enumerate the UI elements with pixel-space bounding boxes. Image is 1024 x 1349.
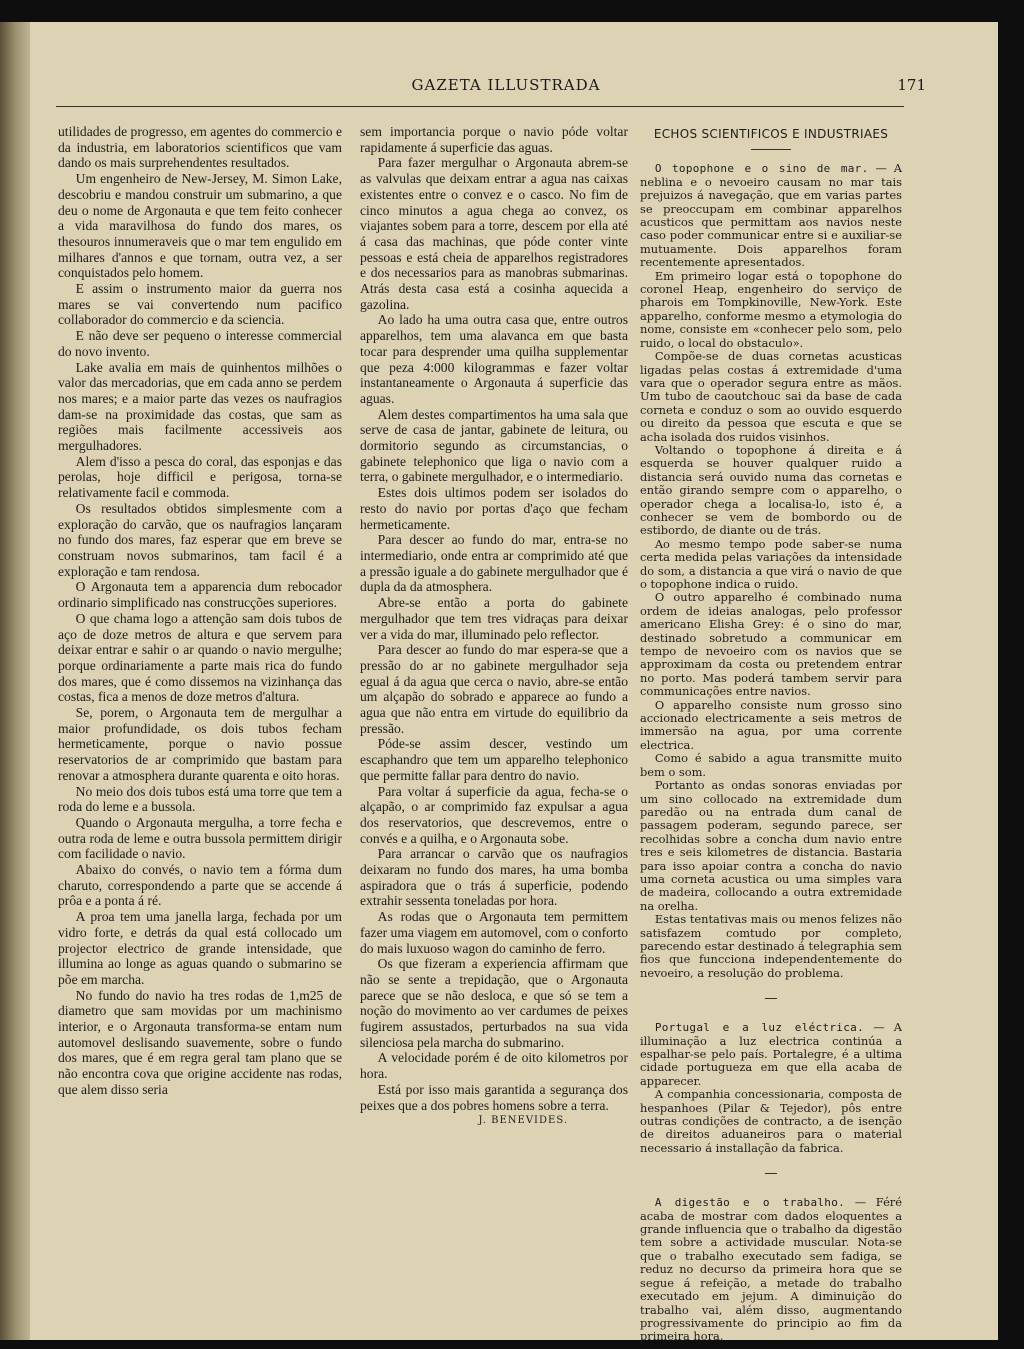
paragraph: Abre-se então a porta do gabinete mergulhador que tem tres vidraças para deixar ver a vida do mar, illuminado pelo reflector. <box>360 595 628 642</box>
paragraph: Para descer ao fundo do mar espera-se que a pressão do ar no gabinete mergulhador seja egual á da agua que cerca o navio, abre-se então um alçapão do sobrado e apparece ao fundo a agua que não entra em virtude do equilibrio da pressão. <box>360 642 628 736</box>
article-luz-electrica <box>640 1021 902 1088</box>
paragraph: As rodas que o Argonauta tem permittem fazer uma viagem em automovel, com o conforto do mais luxuoso wagon do caminho de ferro. <box>360 909 628 956</box>
paragraph: Lake avalia em mais de quinhentos milhões o valor das mercadorias, que em cada anno se perdem nos mares; e a maior parte das vezes os naufragios dam-se na proximidade das costas, que sam as regiões mais facilmente accessiveis aos mergulhadores. <box>58 359 342 454</box>
paragraph: A velocidade porém é de oito kilometros por hora. <box>360 1050 628 1082</box>
paragraph: Os resultados obtidos simplesmente com a exploração do carvão, que os naufragios lançaram no fundo dos mares, faz esperar que em breve se construam novos submarinos, tam facil é a exploração e tam rendosa. <box>58 500 342 579</box>
paragraph: Os que fizeram a experiencia affirmam que não se sente a trepidação, que o Argonauta parece que se não desloca, e que só se tem a noção do movimento ao ver cardumes de peixes fugirem assustados, perturbados na sua vida silenciosa pela marcha do submarino. <box>360 956 628 1050</box>
article-heading: O topophone e o sino de mar. <box>654 162 869 176</box>
paragraph: Quando o Argonauta mergulha, a torre fecha e outra roda de leme e outra bussola permittem dirigir com facilidade o navio. <box>58 814 342 862</box>
paragraph: Em primeiro logar está o topophone do coronel Heap, engenheiro do serviço de pharois em Tompkinoville, New-York. Este apparelho, conforme mesmo a etymologia do nome, consiste em «conhecer pelo som, pelo ruido, o local do obstaculo». <box>640 268 902 350</box>
paragraph: O que chama logo a attenção sam dois tubos de aço de doze metros de altura e que servem para deixar entrar e sahir o ar quando o navio mergulhe; porque ordinariamente a parte mais rica do fundo dos mares, que é como dissemos na vizinhança das costas, fica a menos de doze metros d'altura. <box>58 610 342 705</box>
article-text: — A illuminação a luz electrica continúa a espalhar-se pelo país. Portalegre, é a ultima cidade portugueza em que ella acaba de apparecer. <box>640 1020 902 1088</box>
paragraph: O Argonauta tem a apparencia dum rebocador ordinario simplificado nas construcções superiores. <box>58 579 342 611</box>
paragraph: Como é sabido a agua transmitte muito bem o som. <box>640 751 902 779</box>
paragraph: Compõe-se de duas cornetas acusticas ligadas pelas costas á extremidade d'uma vara que o operador segura entre as mãos. Um tubo de caoutchouc sai da base de cada corneta e conduz o som ao ouvido esquerdo ou direito da pessoa que escuta e que se acha isolada dos ruidos visinhos. <box>640 349 902 444</box>
article-heading: A digestão e o trabalho. <box>654 1196 846 1210</box>
paragraph: O outro apparelho é combinado numa ordem de ideias analogas, pelo professor americano Elisha Grey: é o sino do mar, destinado sobretudo a communicar em tempo de nevoeiro com os navios que se approximam da costa ou pretendem entrar no porto. Mas poderá tambem servir para communicações entre navios. <box>640 590 902 699</box>
paragraph: A companhia concessionaria, composta de hespanhoes (Pilar & Tejedor), pôs entre outras condições de contracto, a de isenção de direitos aduaneiros para o material necessario á installação da fabrica. <box>640 1087 902 1155</box>
paragraph: Estes dois ultimos podem ser isolados do resto do navio por portas d'aço que fecham hermeticamente. <box>360 485 628 532</box>
article-digestao <box>640 1196 902 1343</box>
paragraph: Portanto as ondas sonoras enviadas por um sino collocado na extremidade dum paredão ou na entrada dum canal de passagem poderam, segundo parece, ser recolhidas sobre a concha dum navio entre tres e seis kilometres de distancia. Bastaria para isso apoiar contra a concha do navio uma corneta acustica ou uma simples vara de madeira, collocando a outra extremidade na orelha. <box>640 778 902 913</box>
paragraph: Para fazer mergulhar o Argonauta abrem-se as valvulas que deixam entrar a agua nas caixas existentes entre o convez e o casco. No fim de cinco minutos a agua chega ao convez, os viajantes sobem para a torre, descem por ella até á casa das machinas, que póde conter vinte pessoas e está cheia de apparelhos registradores e dos necessarios para as manobras submarinas. Atrás desta casa está a cosinha aquecida a gazolina. <box>360 155 628 312</box>
paragraph: Ao lado ha uma outra casa que, entre outros apparelhos, tem uma alavanca em que basta tocar para desprender uma quilha supplementar que peza 4:000 kilogrammas e fazer voltar instantaneamente o Argonauta á superficie das aguas. <box>360 312 628 406</box>
paragraph: A proa tem uma janella larga, fechada por um vidro forte, e detrás da qual está collocado um projector electrico de grande intensidade, que illumina ao longe as aguas quando o submarino se põe em marcha. <box>58 909 342 987</box>
article-divider <box>765 1173 777 1174</box>
paragraph: Ao mesmo tempo pode saber-se numa certa medida pelas variações da intensidade do som, a distancia a que virá o navio de que o topophone indica o ruido. <box>640 536 902 591</box>
section-divider <box>751 149 791 150</box>
paragraph: Abaixo do convés, o navio tem a fórma dum charuto, correspondendo a parte que se accende á prôa e a ponta á ré. <box>58 862 342 909</box>
paragraph: utilidades de progresso, em agentes do commercio e da industria, em laboratorios scientificos que vam dando os mais surprehendentes resultados. <box>58 124 342 171</box>
page-gutter <box>0 22 34 1340</box>
column-3 <box>640 124 902 1344</box>
page-edge <box>998 22 1024 1340</box>
column-1 <box>58 124 342 1234</box>
paragraph: Está por isso mais garantida a segurança dos peixes que a dos pobres homens sobre a terra. <box>360 1081 628 1113</box>
paragraph: No meio dos dois tubos está uma torre que tem a roda do leme e a bussola. <box>58 783 342 815</box>
paragraph: Alem d'isso a pesca do coral, das esponjas e das perolas, hoje difficil e perigosa, torna-se relativamente facil e commoda. <box>58 453 342 501</box>
paragraph: Estas tentativas mais ou menos felizes não satisfazem comtudo por completo, parecendo estar destinado á telegraphia sem fios que funcciona independentemente do nevoeiro, a resolução do problema. <box>640 912 902 980</box>
paragraph: No fundo do navio ha tres rodas de 1,m25 de diametro que sam movidas por um machinismo interior, e o Argonauta transforma-se entam num automovel deslisando suavemente, sobre o fundo dos mares, que é em regra geral tam plano que se não encontra cova que origine accidente nas rodas, que alem disso seria <box>58 987 342 1097</box>
author-signature: J. BENEVIDES. <box>478 1115 568 1127</box>
section-title: ECHOS SCIENTIFICOS E INDUSTRIAES <box>653 127 889 141</box>
paragraph: Para descer ao fundo do mar, entra-se no intermediario, onde entra ar comprimido até que a pressão iguale a do gabinete mergulhador que é dupla da da atmosphera. <box>360 532 628 595</box>
paragraph: Se, porem, o Argonauta tem de mergulhar a maior profundidade, os dois tubos fecham hermeticamente, porque o navio possue reservatorios de ar comprimido que bastam para renovar a atmosphera durante quarenta e oito horas. <box>58 705 342 783</box>
header-rule <box>56 106 904 107</box>
paragraph: E assim o instrumento maior da guerra nos mares se vai convertendo num pacifico collaborador do commercio e da sciencia. <box>58 281 342 328</box>
article-text: — A neblina e o nevoeiro causam no mar tais prejuizos á navegação, que em varias partes se preoccupam em combinar apparelhos acusticos que permittam aos navios neste caso poder communicar entre si e auxiliar-se mutuamente. Dois apparelhos foram recentemente apresentados. <box>640 161 902 270</box>
article-divider <box>765 998 777 999</box>
publication-title: GAZETA ILLUSTRADA <box>411 76 601 94</box>
paragraph: Para arrancar o carvão que os naufragios deixaram no fundo dos mares, ha uma bomba aspiradora que o trás á superficie, podendo extrahir sessenta toneladas por hora. <box>360 846 628 909</box>
article-topophone <box>640 162 902 269</box>
paragraph: sem importancia porque o navio póde voltar rapidamente á superficie das aguas. <box>360 124 628 155</box>
paragraph: Para voltar á superficie da agua, fecha-se o alçapão, o ar comprimido faz expulsar a agua dos reservatorios, que descrevemos, entre o convés e a quilha, e o Argonauta sobe. <box>360 783 628 846</box>
paragraph: Póde-se assim descer, vestindo um escaphandro que tem um apparelho telephonico que permitte fallar para dentro do navio. <box>360 736 628 783</box>
page-header <box>56 54 956 94</box>
paragraph: Alem destes compartimentos ha uma sala que serve de casa de jantar, gabinete de leitura, ou dormitorio segundo as circumstancias, o gabinete telephonico que liga o navio com a terra, o gabinete mergulhador, e o intermediario. <box>360 406 628 485</box>
column-2 <box>360 124 628 1234</box>
paragraph: Voltando o topophone á direita e á esquerda se houver qualquer ruido a distancia será ouvido numa das cornetas e então girando sempre com o apparelho, o operador chega a localisa-lo, isto é, a conhecer se vem de bombordo ou de estibordo, de diante ou de trás. <box>640 442 902 538</box>
paragraph: Um engenheiro de New-Jersey, M. Simon Lake, descobriu e mandou construir um submarino, a que deu o nome de Argonauta e que tem feito conhecer a vida maravilhosa do fundo dos mares, os thesouros innumeraveis que o mar tem engulido em milhares d'annos e que tornam, outra vez, a ser conquistados pelo homem. <box>58 171 342 281</box>
page-number: 171 <box>897 76 926 94</box>
article-text: — Féré acaba de mostrar com dados eloquentes a grande influencia que o trabalho da digestão tem sobre a actividade muscular. Nota-se que o trabalho executado sem fadiga, se reduz no decurso da primeira hora que se segue á refeição, a metade do trabalho executado em jejum. A diminuição do trabalho vai, além disso, augmentando progressivamente do principio ao fim da primeira hora. <box>640 1195 902 1344</box>
paragraph: O apparelho consiste num grosso sino accionado electricamente a seis metros de immersão na agua, por uma corrente electrica. <box>640 697 902 752</box>
paragraph: E não deve ser pequeno o interesse commercial do novo invento. <box>58 328 342 359</box>
article-heading: Portugal e a luz eléctrica. <box>654 1021 864 1035</box>
